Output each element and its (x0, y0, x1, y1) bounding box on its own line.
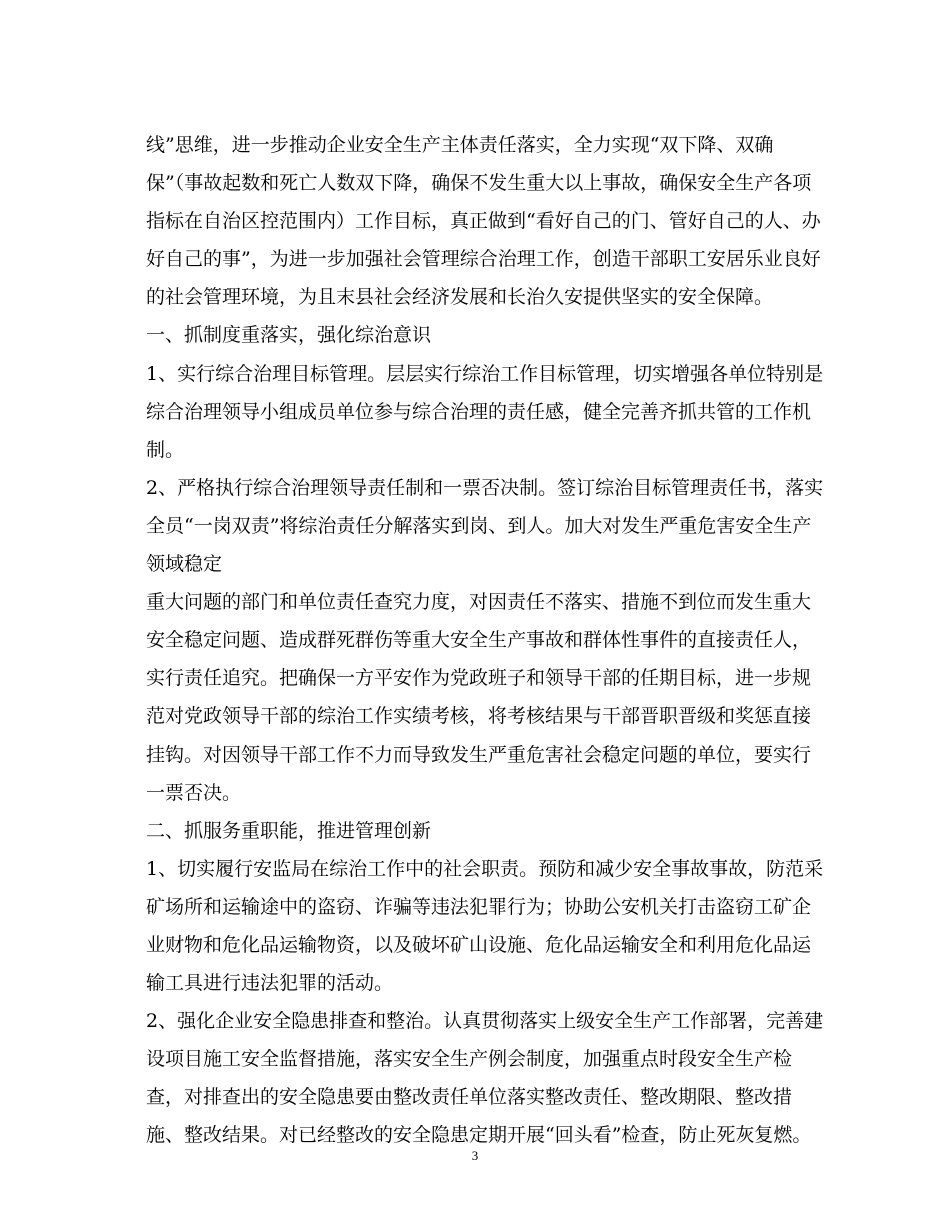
text-line: 安全稳定问题、造成群死群伤等重大安全生产事故和群体性事件的直接责任人， (146, 629, 812, 652)
text-line: 实行责任追究。把确保一方平安作为党政班子和领导干部的任期目标，进一步规 (146, 667, 812, 690)
text-line: 好自己的事”，为进一步加强社会管理综合治理工作，创造干部职工安居乐业良好 (146, 248, 821, 271)
section-heading: 二、抓服务重职能，推进管理创新 (146, 819, 432, 842)
text-line: 查，对排查出的安全隐患要由整改责任单位落实整改责任、整改期限、整改措 (146, 1086, 793, 1109)
text-line: 2、强化企业安全隐患排查和整治。认真贯彻落实上级安全生产工作部署，完善建 (146, 1010, 824, 1033)
text-line: 输工具进行违法犯罪的活动。 (146, 972, 394, 995)
text-line: 一票否决。 (146, 781, 242, 804)
body-text (146, 126, 824, 1155)
page-number: 3 (471, 1148, 479, 1163)
text-line: 的社会管理环境，为且末县社会经济发展和长治久安提供坚实的安全保障。 (146, 286, 774, 309)
text-line: 综合治理领导小组成员单位参与综合治理的责任感，健全完善齐抓共管的工作机 (146, 400, 812, 423)
text-line: 制。 (146, 438, 185, 461)
text-line: 保”（事故起数和死亡人数双下降，确保不发生重大以上事故，确保安全生产各项 (146, 172, 812, 195)
text-line: 重大问题的部门和单位责任查究力度，对因责任不落实、措施不到位而发生重大 (146, 591, 812, 614)
section-heading: 一、抓制度重落实，强化综治意识 (146, 324, 432, 347)
text-line: 施、整改结果。对已经整改的安全隐患定期开展“回头看”检查，防止死灰复燃。 (146, 1124, 812, 1147)
text-line: 范对党政领导干部的综治工作实绩考核，将考核结果与干部晋职晋级和奖惩直接 (146, 705, 812, 728)
text-line: 挂钩。对因领导干部工作不力而导致发生严重危害社会稳定问题的单位，要实行 (146, 743, 812, 766)
text-line: 业财物和危化品运输物资，以及破坏矿山设施、危化品运输安全和利用危化品运 (146, 933, 812, 956)
text-line: 1、切实履行安监局在综治工作中的社会职责。预防和减少安全事故事故，防范采 (146, 857, 824, 880)
text-line: 1、实行综合治理目标管理。层层实行综治工作目标管理，切实增强各单位特别是 (146, 362, 824, 385)
text-line: 线”思维，进一步推动企业安全生产主体责任落实，全力实现“双下降、双确 (146, 134, 774, 156)
text-line: 领域稳定 (146, 553, 223, 576)
text-line: 矿场所和运输途中的盗窃、诈骗等违法犯罪行为；协助公安机关打击盗窃工矿企 (146, 895, 812, 918)
text-line: 设项目施工安全监督措施，落实安全生产例会制度，加强重点时段安全生产检 (146, 1048, 793, 1071)
text-line: 全员“一岗双责”将综治责任分解落实到岗、到人。加大对发生严重危害安全生产 (146, 514, 812, 537)
text-line: 2、严格执行综合治理领导责任制和一票否决制。签订综治目标管理责任书，落实 (146, 476, 824, 499)
text-line: 指标在自治区控范围内）工作目标，真正做到“看好自己的门、管好自己的人、办 (146, 210, 821, 233)
